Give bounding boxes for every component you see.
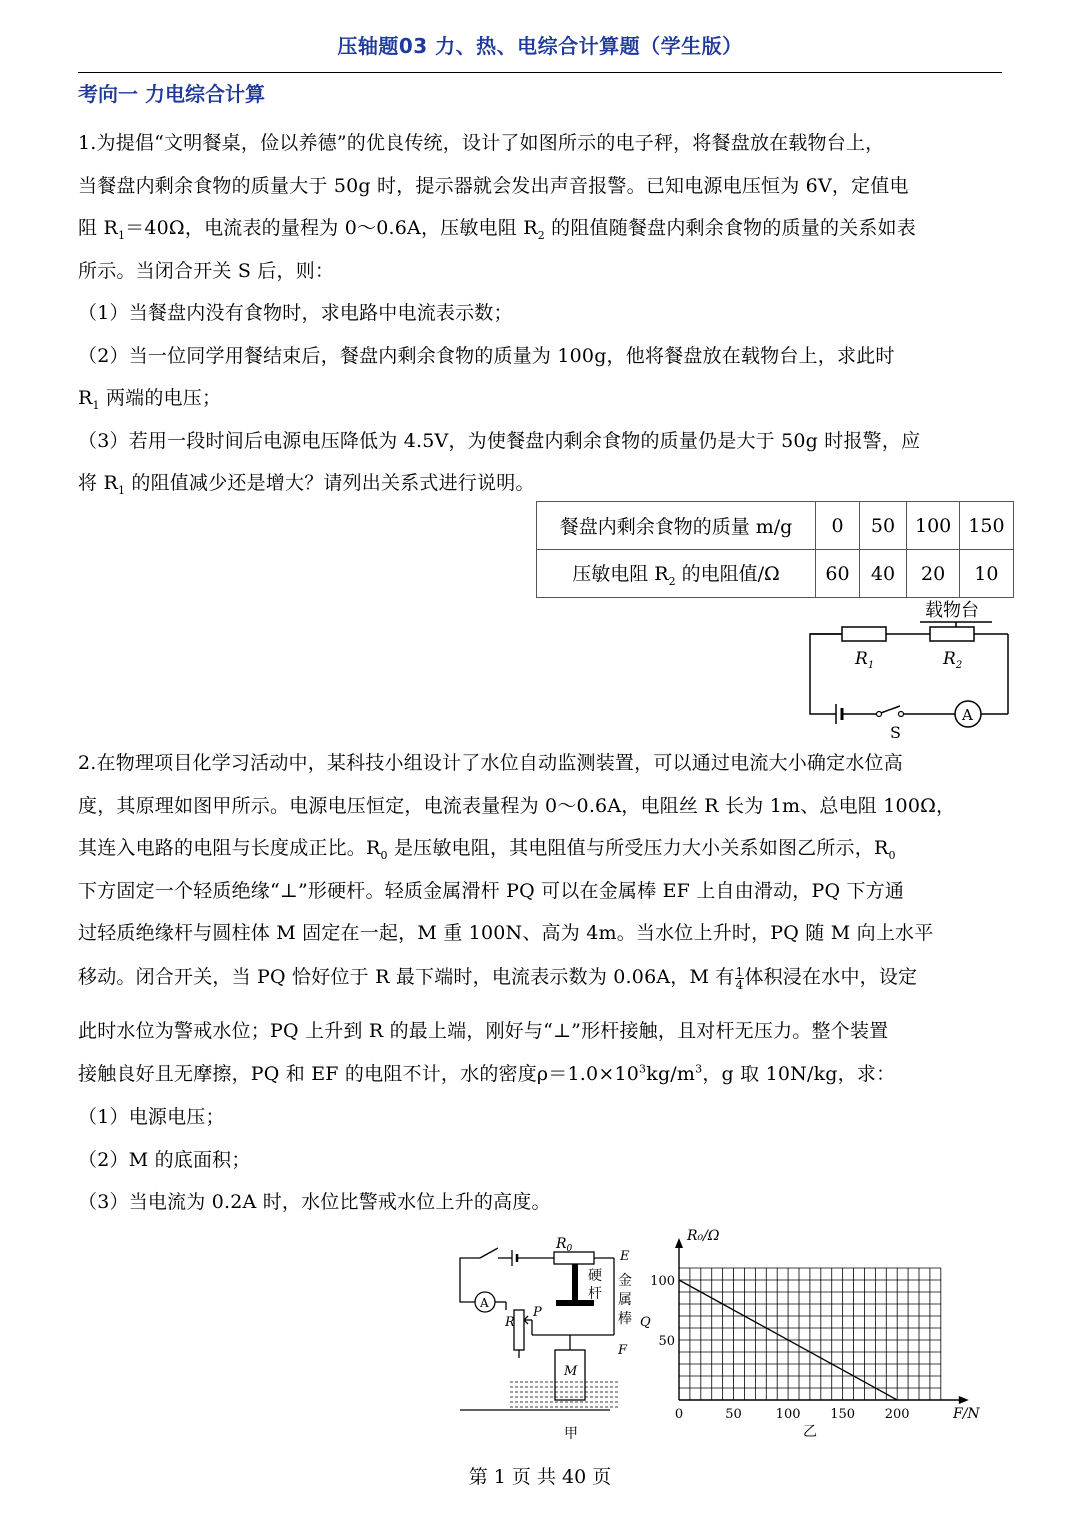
q2-sub-question-3: （3）当电流为 0.2A 时，水位比警戒水位上升的高度。 — [78, 1191, 551, 1213]
x-tick-label: 50 — [725, 1407, 742, 1422]
q2-line-4: 下方固定一个轻质绝缘“⊥”形硬杆。轻质金属滑杆 PQ 可以在金属棒 EF 上自由滑动，PQ 下方通 — [78, 880, 905, 902]
table-row — [537, 502, 1014, 550]
table-row-label: 餐盘内剩余食物的质量 m/g — [537, 502, 816, 550]
switch-contact — [899, 712, 904, 717]
f-label: F — [618, 1343, 628, 1358]
q1-line-2: 当餐盘内剩余食物的质量大于 50g 时，提示器就会发出声音报警。已知电源电压恒为 6V，定值电 — [78, 175, 909, 197]
table-cell: 50 — [860, 502, 907, 550]
mass-resistance-table — [536, 501, 1014, 598]
x-axis-label: F/N — [953, 1406, 980, 1422]
table-cell: 100 — [907, 502, 960, 550]
q-label: Q — [640, 1315, 651, 1330]
q2-line-1: 2.在物理项目化学习活动中，某科技小组设计了水位自动监测装置，可以通过电流大小确定水位高 — [78, 752, 903, 774]
table-cell: 10 — [960, 550, 1013, 598]
header-divider — [78, 72, 1002, 73]
q2-line-2: 度，其原理如图甲所示。电源电压恒定，电流表量程为 0～0.6A，电阻丝 R 长为 1m、总电阻 100Ω， — [78, 795, 956, 817]
rod-vertical — [572, 1264, 578, 1300]
figure-jia-caption: 甲 — [564, 1426, 578, 1442]
y-axis-arrow — [675, 1238, 683, 1248]
q1-line-1: 1.为提倡“文明餐桌，俭以养德”的优良传统，设计了如图所示的电子秤，将餐盘放在载物台上， — [78, 132, 885, 154]
page-number: 第 1 页 共 40 页 — [468, 1466, 612, 1488]
ammeter-label: A — [480, 1296, 489, 1310]
ammeter-label: A — [962, 706, 973, 724]
table-row-label: 压敏电阻 $R_2$ 的电阻值/Ω — [537, 550, 816, 598]
table-cell: 150 — [960, 502, 1013, 550]
q2-line-3: 其连入电路的电阻与长度成正比。$R_0$ 是压敏电阻，其电阻值与所受压力大小关系如图乙所示，$R_0$ — [78, 837, 896, 862]
q1-circuit-diagram — [800, 596, 1020, 746]
q1-sub-question-2-cont: $R_1$ 两端的电压； — [78, 387, 222, 412]
x-tick-label: 150 — [830, 1407, 856, 1422]
platform-label: 载物台 — [925, 600, 979, 621]
y-axis-label: R₀/Ω — [687, 1228, 720, 1244]
chart-axes — [675, 1238, 969, 1404]
bar-label-1: 金 — [618, 1273, 632, 1289]
x-tick-label: 200 — [884, 1407, 910, 1422]
q1-sub-question-3-cont: 将 $R_1$ 的阻值减少还是增大？请列出关系式进行说明。 — [78, 472, 535, 497]
table-cell: 0 — [816, 502, 860, 550]
q2-line-5: 过轻质绝缘杆与圆柱体 M 固定在一起，M 重 100N、高为 4m。当水位上升时，PQ 随 M 向上水平 — [78, 922, 934, 944]
q2-line-8: 接触良好且无摩擦，PQ 和 EF 的电阻不计，水的密度$\rho=1.0\times 10^3kg/m^3$，g 取 10N/kg，求： — [78, 1062, 896, 1085]
r-label: R — [505, 1315, 515, 1330]
r0-label: $R_0$ — [556, 1236, 573, 1254]
table-row — [537, 550, 1014, 598]
rod-label-1: 硬 — [588, 1268, 602, 1284]
fraction-one-quarter: $\frac{1}{4}$ — [735, 964, 744, 992]
q2-line-7: 此时水位为警戒水位；PQ 上升到 R 的最上端，刚好与“⊥”形杆接触，且对杆无压力。整个装置 — [78, 1020, 889, 1042]
bar-label-3: 棒 — [618, 1311, 632, 1327]
chart-grid — [679, 1268, 941, 1400]
y-tick-label: 50 — [658, 1334, 675, 1349]
switch-contact — [877, 712, 882, 717]
r1-label: $R_1$ — [855, 649, 875, 671]
p-label: P — [533, 1305, 542, 1320]
x-axis-arrow — [959, 1396, 969, 1404]
section-title: 考向一 力电综合计算 — [78, 82, 265, 106]
q1-sub-question-1: （1）当餐盘内没有食物时，求电路中电流表示数； — [78, 302, 513, 324]
table-cell: 20 — [907, 550, 960, 598]
r0-force-chart — [650, 1222, 1000, 1444]
x-tick-label: 100 — [775, 1407, 801, 1422]
table-cell: 60 — [816, 550, 860, 598]
figure-yi-caption: 乙 — [803, 1424, 817, 1440]
q1-sub-question-2: （2）当一位同学用餐结束后，餐盘内剩余食物的质量为 100g，他将餐盘放在载物台上，求此时 — [78, 345, 895, 367]
page-title: 压轴题03 力、热、电综合计算题（学生版） — [337, 34, 743, 58]
q2-sub-question-2: （2）M 的底面积； — [78, 1149, 251, 1171]
rod-label-2: 杆 — [588, 1286, 602, 1302]
q1-line-3: 阻 $R_1=40\Omega$，电流表的量程为 0～0.6A，压敏电阻 $R_2$ 的阻值随餐盘内剩余食物的质量的关系如表 — [78, 217, 916, 242]
m-label: M — [564, 1364, 578, 1379]
e-label: E — [620, 1249, 630, 1264]
water-level-device-diagram — [450, 1230, 660, 1445]
switch-label: S — [890, 723, 901, 742]
bar-label-2: 属 — [618, 1292, 632, 1308]
y-tick-label: 100 — [650, 1274, 675, 1289]
r2-label: $R_2$ — [943, 649, 963, 671]
x-tick-label: 0 — [674, 1407, 684, 1422]
q1-line-4: 所示。当闭合开关 S 后，则： — [78, 260, 335, 282]
q1-sub-question-3: （3）若用一段时间后电源电压降低为 4.5V，为使餐盘内剩余食物的质量仍是大于 50g 时报警，应 — [78, 430, 921, 452]
table-cell: 40 — [860, 550, 907, 598]
q2-sub-question-1: （1）电源电压； — [78, 1106, 225, 1128]
q2-line-6: 移动。闭合开关，当 PQ 恰好位于 R 最下端时，电流表示数为 0.06A，M 有 $\frac{1}{4}$ 体积浸在水中，设定 — [78, 964, 918, 992]
